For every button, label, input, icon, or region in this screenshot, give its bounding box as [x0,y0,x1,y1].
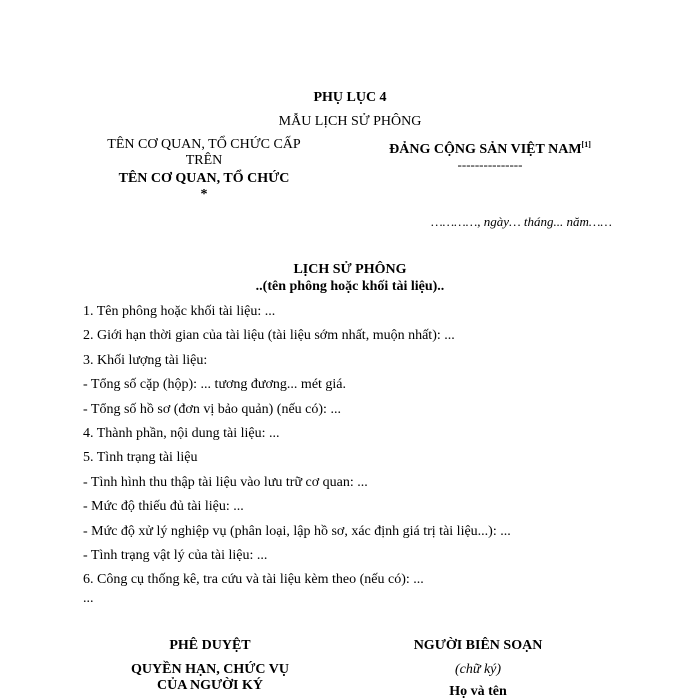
list-item: - Tổng số hồ sơ (đơn vị bảo quản) (nếu có): ... [83,401,341,417]
agency-name: TÊN CƠ QUAN, TỔ CHỨC [118,171,290,186]
compiler-label: NGƯỜI BIÊN SOẠN [413,638,543,653]
list-item: - Mức độ thiếu đủ tài liệu: ... [83,499,244,515]
compiler-block [378,638,578,700]
list-item: 6. Công cụ thống kê, tra cứu và tài liệu kèm theo (nếu có): ... [83,572,424,588]
list-item: 2. Giới hạn thời gian của tài liệu (tài liệu sớm nhất, muộn nhất): ... [83,328,455,344]
list-item: - Tình trạng vật lý của tài liệu: ... [83,547,268,563]
list-item: - Tổng số cặp (hộp): ... tương đương... mét giá. [83,377,347,393]
agency-mark: * [200,187,208,202]
document-title: LỊCH SỬ PHÔNG [293,262,407,277]
approval-block [100,638,320,694]
party-underline: --------------- [457,157,523,172]
signer-authority-line1: QUYỀN HẠN, CHỨC VỤ [131,662,289,677]
list-item: 5. Tình trạng tài liệu [83,450,198,466]
continuation-ellipsis: ... [83,591,94,606]
footnote-marker: [1] [581,140,591,149]
list-item: - Mức độ xử lý nghiệp vụ (phân loại, lập hồ sơ, xác định giá trị tài liệu...): ... [83,523,511,539]
party-name-line [355,137,625,158]
signer-authority-line2: CỦA NGƯỜI KÝ [156,678,264,693]
appendix-title: MẪU LỊCH SỬ PHÔNG [278,114,422,129]
compiler-name: Họ và tên [449,684,507,699]
parent-agency-line2: TRÊN [185,153,223,168]
document-subtitle: ..(tên phông hoặc khối tài liệu).. [255,279,445,294]
list-item: 4. Thành phần, nội dung tài liệu: ... [83,425,280,441]
party-name: ĐẢNG CỘNG SẢN VIỆT NAM [389,142,582,157]
approval-label: PHÊ DUYỆT [169,638,251,653]
party-header [355,137,625,172]
content-list [83,303,511,596]
list-item: - Tình hình thu thập tài liệu vào lưu trữ cơ quan: ... [83,474,368,490]
parent-agency-line1: TÊN CƠ QUAN, TỔ CHỨC CẤP [107,137,301,152]
signature-note: (chữ ký) [454,662,502,677]
date-line: …………, ngày… tháng... năm…… [431,214,612,229]
list-item: 1. Tên phông hoặc khối tài liệu: ... [83,304,276,319]
list-item: 3. Khối lượng tài liệu: [83,352,208,368]
issuing-agency-header [84,137,324,203]
appendix-number: PHỤ LỤC 4 [313,90,387,105]
